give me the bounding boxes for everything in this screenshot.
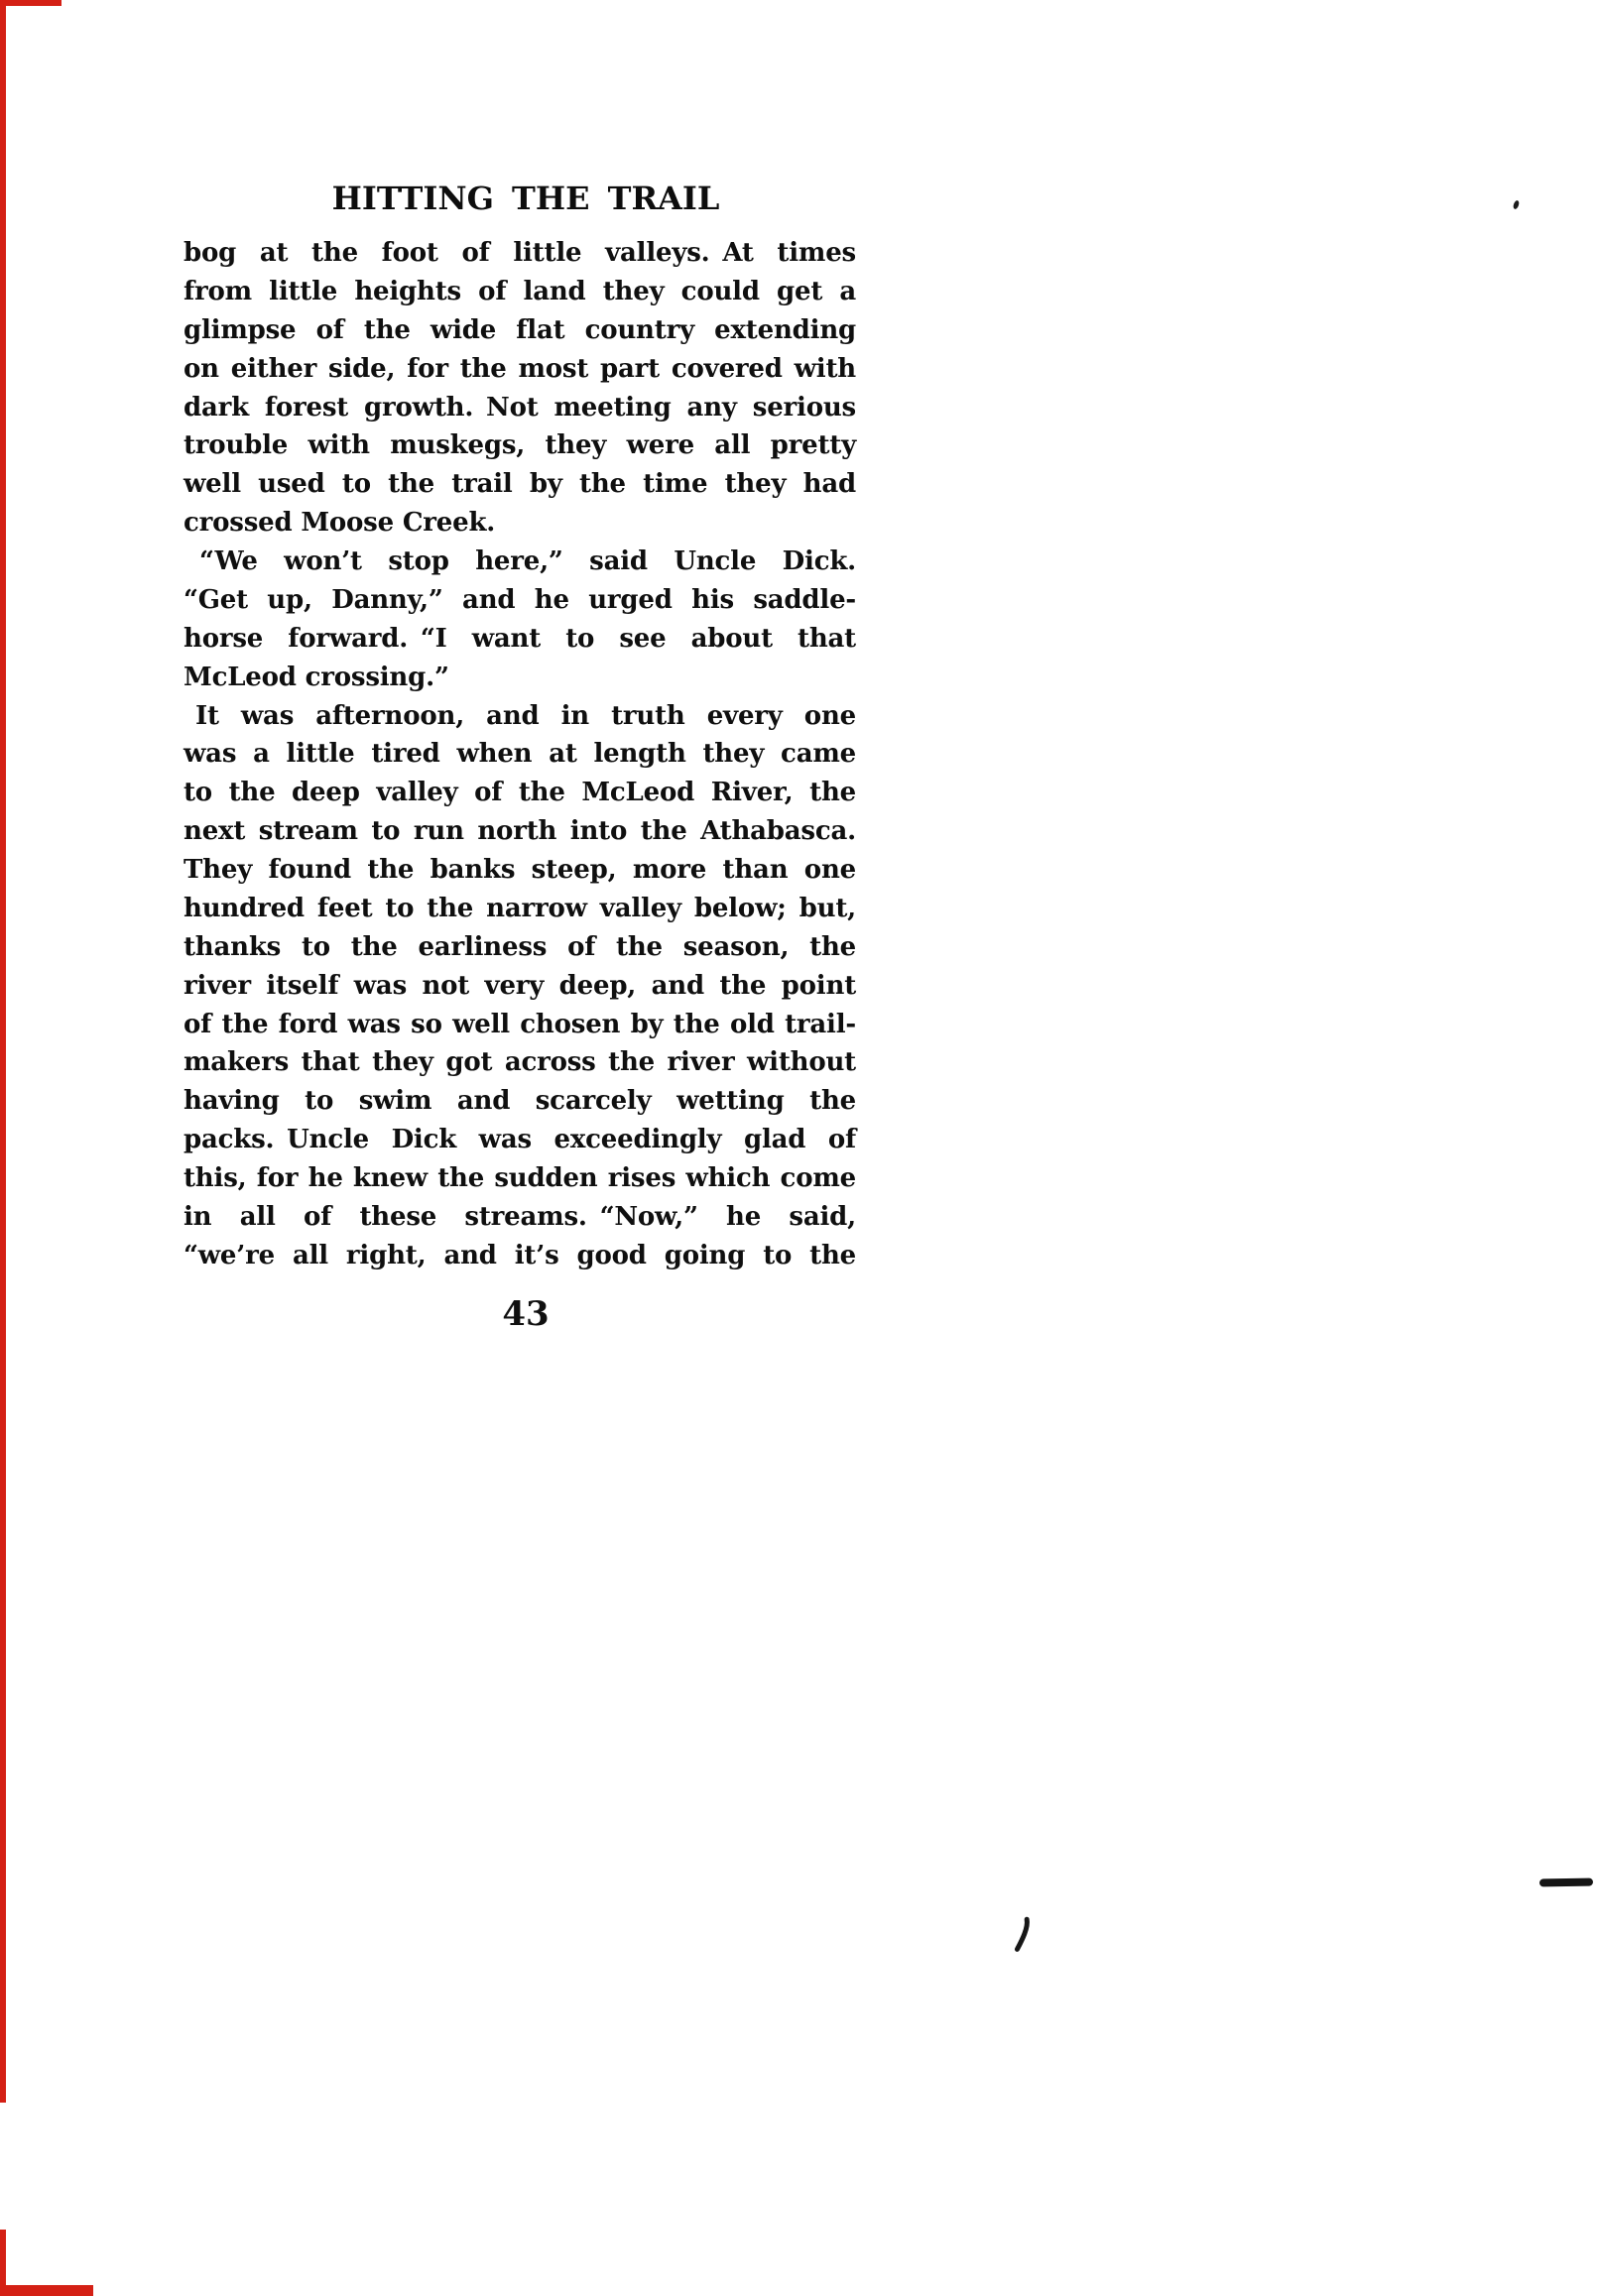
text-line: having to swim and scarcely wetting the bbox=[184, 1086, 856, 1117]
text-line: horse forward. “I want to see about that bbox=[184, 623, 856, 654]
text-line: “we’re all right, and it’s good going to the bbox=[184, 1240, 856, 1270]
text-line: river itself was not very deep, and the point bbox=[184, 970, 856, 1001]
text-line: next stream to run north into the Athabasca. bbox=[184, 816, 856, 847]
margin-dash-mark bbox=[1539, 1878, 1593, 1887]
text-line: glimpse of the wide flat country extending bbox=[184, 314, 856, 345]
text-line: from little heights of land they could get a bbox=[184, 276, 856, 306]
text-line: dark forest growth. Not meeting any serious bbox=[184, 392, 856, 423]
text-line: thanks to the earliness of the season, the bbox=[184, 931, 856, 962]
text-line: packs. Uncle Dick was exceedingly glad of bbox=[184, 1125, 856, 1155]
text-line: in all of these streams. “Now,” he said, bbox=[184, 1201, 856, 1232]
text-line: They found the banks steep, more than one bbox=[184, 855, 856, 885]
text-line: well used to the trail by the time they had bbox=[184, 469, 856, 500]
page-number: 43 bbox=[502, 1294, 550, 1334]
red-edge-mark-bottom bbox=[0, 2285, 93, 2296]
text-line: “We won’t stop here,” said Uncle Dick. bbox=[199, 546, 856, 576]
text-line: this, for he knew the sudden rises which come bbox=[184, 1163, 856, 1193]
body-text bbox=[184, 234, 856, 1275]
text-line: McLeod crossing.” bbox=[184, 662, 449, 692]
red-edge-line-left bbox=[0, 0, 6, 2103]
text-line: hundred feet to the narrow valley below; but, bbox=[184, 893, 856, 923]
pen-mark bbox=[1012, 1915, 1036, 1955]
text-line: crossed Moose Creek. bbox=[184, 508, 496, 539]
text-line: on either side, for the most part covered with bbox=[184, 353, 856, 384]
ink-speck bbox=[1513, 199, 1521, 209]
text-line: “Get up, Danny,” and he urged his saddle- bbox=[184, 584, 856, 615]
text-line: to the deep valley of the McLeod River, the bbox=[184, 778, 856, 808]
text-line: makers that they got across the river without bbox=[184, 1047, 856, 1078]
text-line: bog at the foot of little valleys. At times bbox=[184, 238, 856, 268]
red-edge-mark-top bbox=[0, 0, 61, 6]
text-line: It was afternoon, and in truth every one bbox=[195, 700, 856, 731]
page-heading: HITTING THE TRAIL bbox=[331, 180, 720, 217]
text-line: trouble with muskegs, they were all pretty bbox=[184, 430, 856, 461]
text-line: of the ford was so well chosen by the old trail- bbox=[184, 1009, 856, 1039]
text-line: was a little tired when at length they came bbox=[184, 739, 856, 770]
